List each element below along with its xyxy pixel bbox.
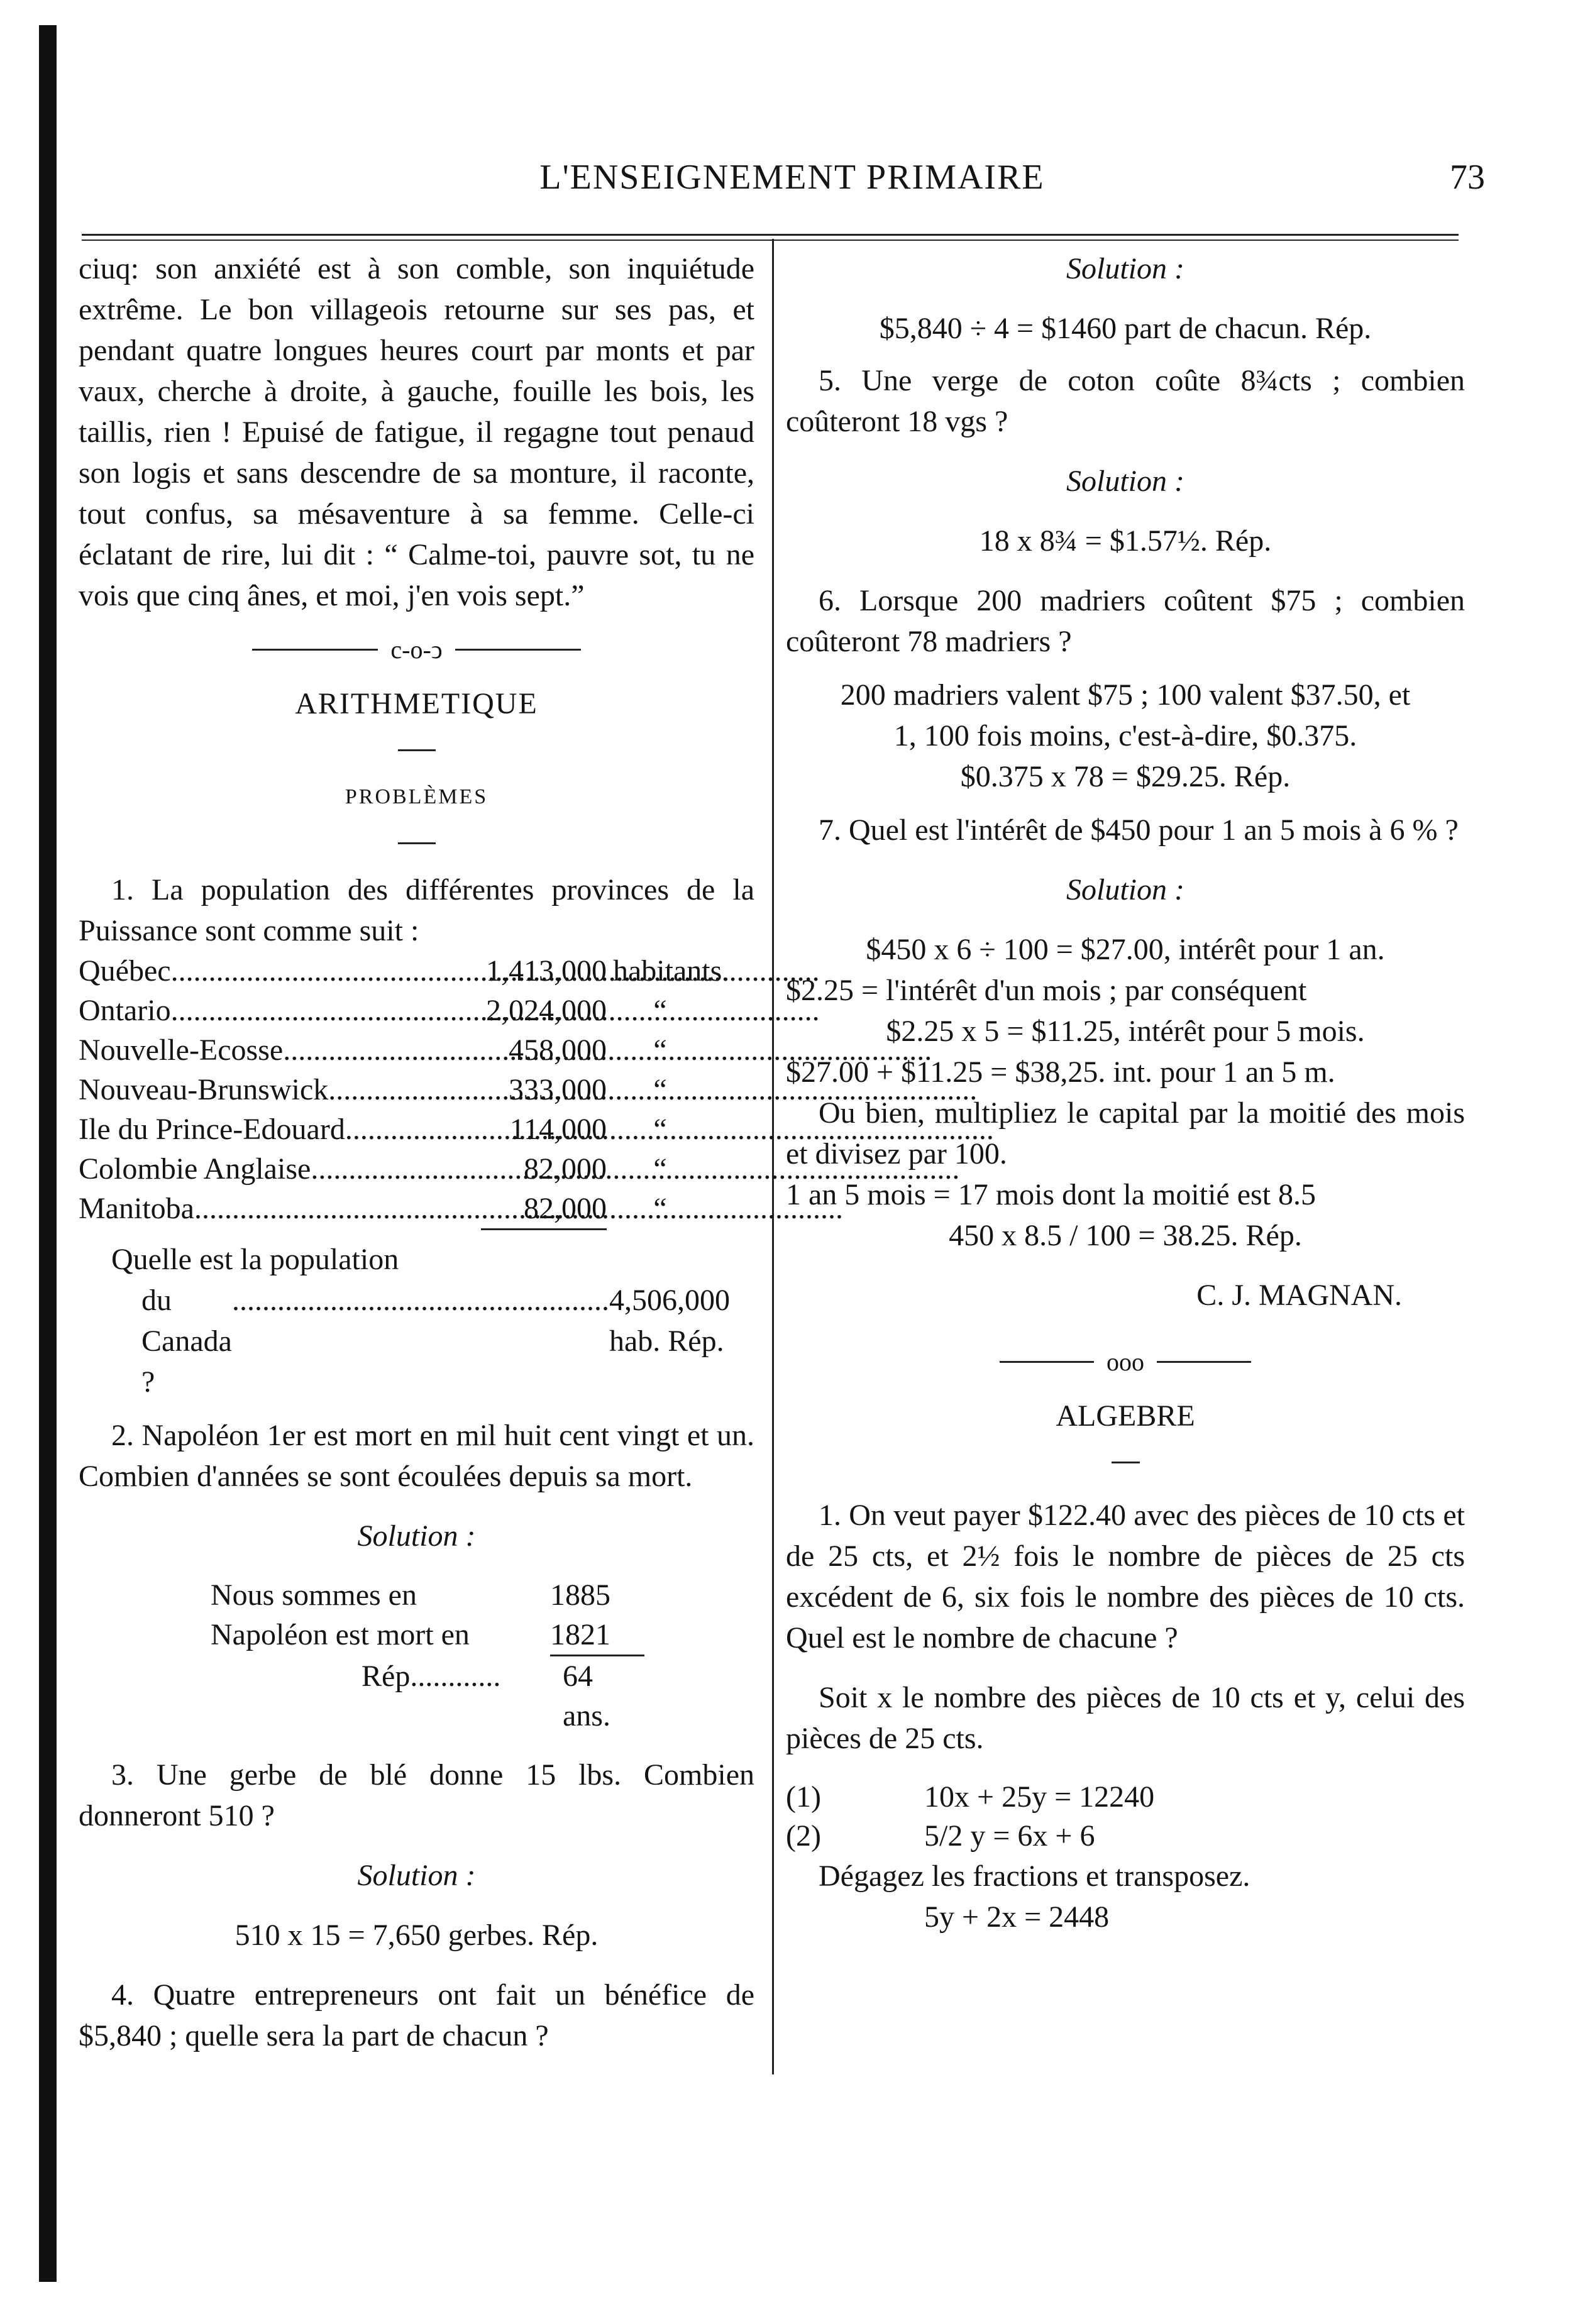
province-value-cell: 82,000 — [524, 1152, 607, 1186]
separator-ornament: ooo — [786, 1347, 1465, 1377]
equation-expression: 5/2 y = 6x + 6 — [924, 1819, 1095, 1853]
solution-7-line1: $450 x 6 ÷ 100 = $27.00, intérêt pour 1 an. — [866, 933, 1385, 966]
province-unit-cell: “ — [653, 1033, 667, 1067]
solution-7-alt-line2: 1 an 5 mois = 17 mois dont la moitié est 8.5 — [786, 1178, 1316, 1211]
problem-7: 7. Quel est l'intérêt de $450 pour 1 an 5 mois à 6 % ? — [819, 813, 1459, 847]
province-value-cell: 458,000 — [509, 1033, 607, 1067]
solution-6-line2: 1, 100 fois moins, c'est-à-dire, $0.375. — [893, 719, 1357, 752]
short-rule — [398, 842, 436, 844]
section-title-arithmetique: ARITHMETIQUE — [295, 687, 538, 720]
province-unit-cell: habitants. — [613, 954, 730, 988]
province-value-cell: 1,413,000 — [486, 954, 607, 988]
header-rule — [82, 234, 1459, 241]
problem-2: 2. Napoléon 1er est mort en mil huit cent vingt et un. Combien d'années se sont écoulées depuis sa mort. — [79, 1419, 754, 1493]
province-name-cell: Ile du Prince-Edouard ..... — [79, 1110, 481, 1149]
problem-5: 5. Une verge de coton coûte 8¾cts ; combien coûteront 18 vgs ? — [786, 364, 1465, 438]
province-name-cell: Colombie Anglaise ..... — [79, 1149, 481, 1189]
q1-total-line: du Canada ? .................................................. 4,506,000 hab. Rép. — [79, 1280, 754, 1402]
solution-6-line1: 200 madriers valent $75 ; 100 valent $37.50, et — [840, 678, 1411, 712]
section-title-algebre: ALGEBRE — [1056, 1399, 1195, 1433]
q1-total-value: 4,506,000 hab. Rép. — [609, 1284, 730, 1358]
solution-7-alt-line3: 450 x 8.5 / 100 = 38.25. Rép. — [949, 1219, 1302, 1252]
province-name-cell: Nouveau-Brunswick ..... — [79, 1070, 481, 1110]
province-value-cell: 2,024,000 — [486, 994, 607, 1027]
left-column — [79, 248, 754, 2056]
province-unit-cell: “ — [653, 994, 667, 1027]
algebra-problem-1: 1. On veut payer $122.40 avec des pièces de 10 cts et de 25 cts, et 2½ fois le nombre de pièces de 25 cts excédent de 6, six fois le nombre des pièces de 10 cts. Quel est le nombre de chacune ? — [786, 1499, 1465, 1655]
signature: C. J. MAGNAN. — [1196, 1279, 1402, 1312]
short-rule — [1112, 1462, 1140, 1463]
solution-label: Solution : — [1066, 252, 1184, 285]
q1-line1: Quelle est la population — [111, 1243, 399, 1276]
equation-expression: 10x + 25y = 12240 — [924, 1780, 1155, 1814]
solution-result-value: 64 ans. — [563, 1660, 610, 1732]
problem-4: 4. Quatre entrepreneurs ont fait un bénéfice de $5,840 ; quelle sera la part de chacun ? — [79, 1978, 754, 2052]
solution-4: $5,840 ÷ 4 = $1460 part de chacun. Rép. — [879, 312, 1372, 345]
algebra-degagez: Dégagez les fractions et transposez. — [819, 1859, 1250, 1893]
solution-row-label: Napoléon est mort en — [211, 1618, 470, 1651]
province-value-cell: 114,000 — [509, 1113, 607, 1146]
province-value-cell: 82,000 — [481, 1189, 607, 1230]
province-name-cell: Québec ..... — [79, 951, 481, 991]
solution-7-line4: $27.00 + $11.25 = $38,25. int. pour 1 an 5 m. — [786, 1055, 1335, 1089]
province-unit-cell: “ — [653, 1192, 667, 1225]
right-column — [786, 248, 1465, 1937]
running-head: L'ENSEIGNEMENT PRIMAIRE — [539, 158, 1045, 197]
solution-7-line2: $2.25 = l'intérêt d'un mois ; par conséquent — [786, 974, 1307, 1007]
problem-6: 6. Lorsque 200 madriers coûtent $75 ; combien coûteront 78 madriers ? — [786, 584, 1465, 658]
problemes-heading: PROBLÈMES — [345, 785, 488, 808]
problem-1: 1. La population des différentes provinces de la Puissance sont comme suit : — [79, 873, 754, 947]
province-value-cell: 333,000 — [509, 1073, 607, 1106]
problem-3: 3. Une gerbe de blé donne 15 lbs. Combien donneront 510 ? — [79, 1758, 754, 1832]
equations-block — [786, 1778, 1465, 1856]
solution-7-line3: $2.25 x 5 = $11.25, intérêt pour 5 mois. — [886, 1015, 1365, 1048]
solution-row-value: 1821 — [550, 1615, 644, 1656]
province-unit-cell: “ — [653, 1152, 667, 1186]
solution-3: 510 x 15 = 7,650 gerbes. Rép. — [235, 1919, 599, 1952]
algebra-soit: Soit x le nombre des pièces de 10 cts et y, celui des pièces de 25 cts. — [786, 1681, 1465, 1755]
province-name-cell: Ontario ..... — [79, 991, 481, 1030]
solution-label: Solution : — [1066, 873, 1184, 906]
equation-number: (1) — [786, 1780, 821, 1814]
solution-7-alternative: Ou bien, multipliez le capital par la moitié des mois et divisez par 100. — [786, 1096, 1465, 1170]
province-unit-cell: “ — [653, 1073, 667, 1106]
solution-2-table — [211, 1575, 754, 1736]
separator-ornament: c-o-ↄ — [79, 635, 754, 664]
page-binding-edge — [39, 25, 57, 2282]
solution-label: Solution : — [357, 1859, 476, 1892]
province-unit-cell: “ — [653, 1113, 667, 1146]
equation-number: (2) — [786, 1819, 821, 1853]
solution-5: 18 x 8¾ = $1.57½. Rép. — [979, 524, 1272, 558]
short-rule — [398, 749, 436, 751]
page-number: 73 — [1450, 158, 1485, 197]
solution-6-line3: $0.375 x 78 = $29.25. Rép. — [960, 760, 1291, 793]
province-name-cell: Nouvelle-Ecosse ..... — [79, 1030, 481, 1070]
province-table — [79, 951, 754, 1230]
solution-label: Solution : — [357, 1519, 476, 1553]
solution-label: Solution : — [1066, 465, 1184, 498]
algebra-final-equation: 5y + 2x = 2448 — [924, 1900, 1110, 1934]
solution-row-label: Nous sommes en — [211, 1578, 417, 1612]
story-paragraph: ciuq: son anxiété est à son comble, son inquiétude extrême. Le bon villageois retourne sur ses pas, et pendant quatre longues heures court par monts et par vaux, cherche à droite, à gauche, fouille les bois, les taillis, rien ! Epuisé de fatigue, il regagne tout penaud son logis et sans descendre de sa monture, il raconte, tout confus, sa mésaventure à sa femme. Celle-ci éclatant de rire, lui dit : “ Calme-toi, pauvre sot, tu ne vois que cinq ânes, et moi, j'en vois sept.” — [79, 252, 754, 612]
solution-result-label: Rép............ — [362, 1660, 501, 1693]
province-name-cell: Manitoba ..... — [79, 1189, 481, 1230]
solution-row-value: 1885 — [550, 1578, 610, 1612]
